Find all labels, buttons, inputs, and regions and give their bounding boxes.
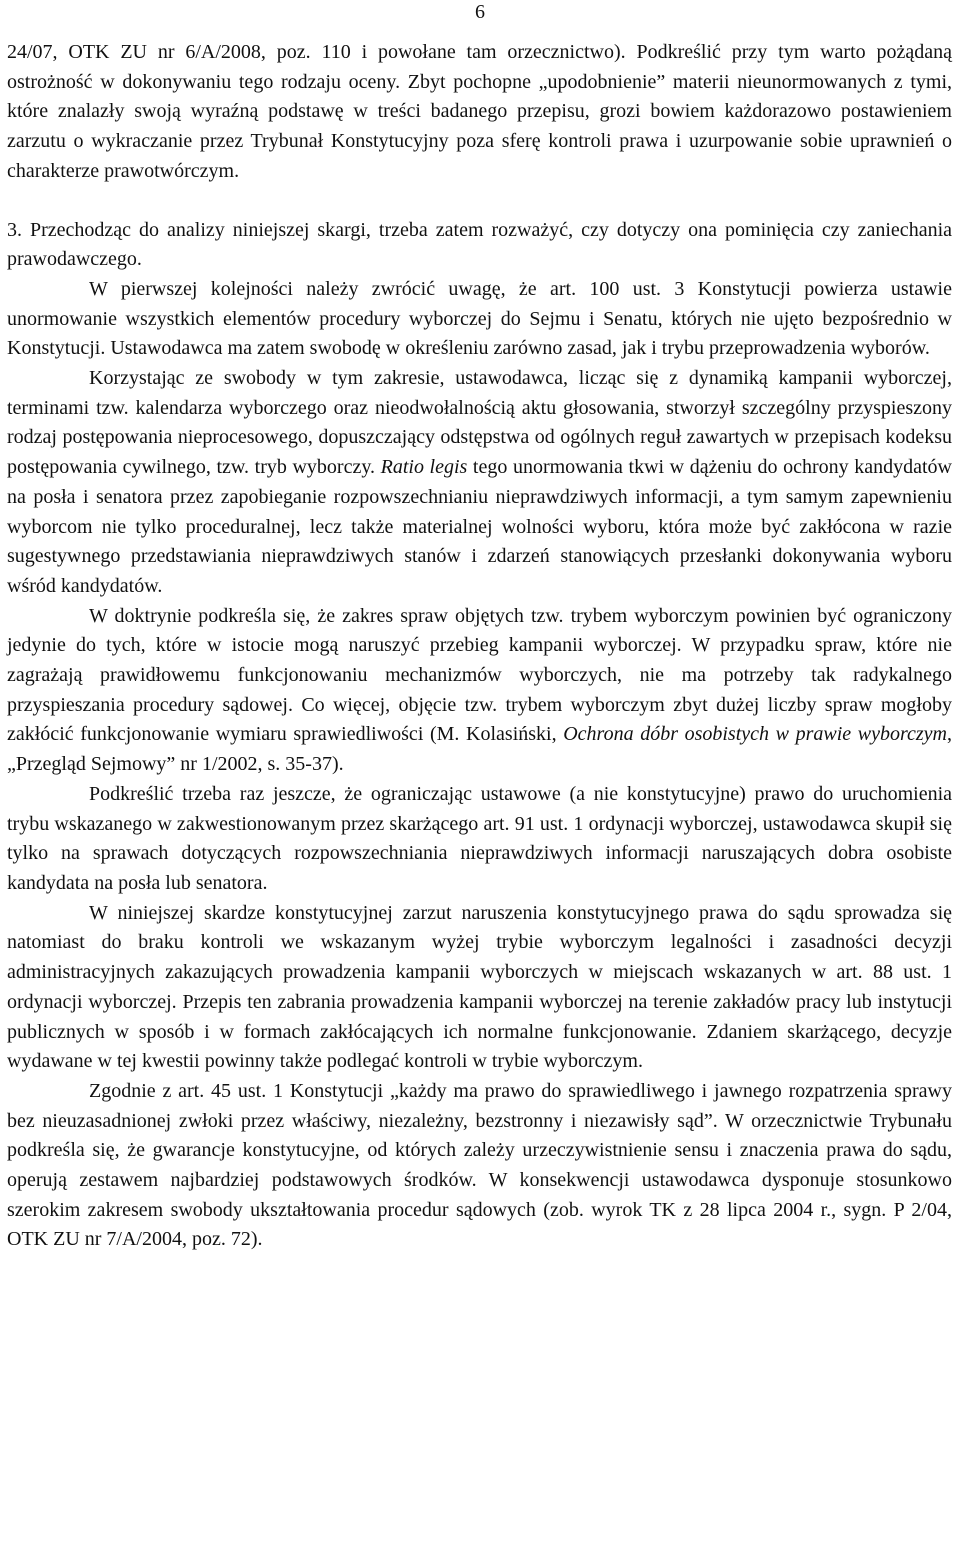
text-segment: Zgodnie z art. 45 ust. 1 Konstytucji „każdy ma prawo do sprawiedliwego i jawnego rozpatrzenia sprawy bez nieuzasadnionej zwłoki przez właściwy, niezależny, bezstronny i niezawisły sąd”. W orzecznictwie Trybunału podkreśla się, że gwarancje konstytucyjne, od których zależy urzeczywistnienie sensu i znaczenia prawa do sądu, operują zestawem najbardziej podstawowych środków. W konsekwencji ustawodawca dysponuje stosunkowo szerokim zakresem swobody ukształtowania procedur sądowych (zob. wyrok TK z 28 lipca 2004 r., sygn. P 2/04, OTK ZU nr 7/A/2004, poz. 72). bbox=[7, 1079, 952, 1251]
paragraph-section-3-intro bbox=[7, 216, 952, 275]
paragraph-electoral-mode bbox=[7, 364, 952, 602]
text-segment: W doktrynie podkreśla się, że zakres spraw objętych tzw. trybem wyborczym powinien być ograniczony jedynie do tych, które w istocie mogą naruszyć przebieg kampanii wyborczej. W przypadku spraw, które nie zagrażają prawidłowemu funkcjonowaniu mechanizmów wyborczych, nie ma potrzeby tak radykalnego przyspieszania procedury sądowej. Co więcej, objęcie tzw. trybem wyborczym zbyt dużej liczby spraw mogłoby zakłócić funkcjonowanie wymiaru sprawiedliwości (M. Kolasiński, bbox=[7, 604, 952, 746]
body-text bbox=[7, 38, 952, 1255]
italic-term-ratio-legis: Ratio legis bbox=[380, 456, 468, 479]
italic-citation-title: Ochrona dóbr osobistych w prawie wyborczym bbox=[563, 723, 947, 746]
paragraph-complaint bbox=[7, 899, 952, 1077]
text-segment: 24/07, OTK ZU nr 6/A/2008, poz. 110 i powołane tam orzecznictwo). Podkreślić przy tym warto pożądaną ostrożność w dokonywaniu tego rodzaju oceny. Zbyt pochopne „upodobnienie” materii nieunormowanych z tymi, które znalazły swoją wyraźną podstawę w treści badanego przepisu, grozi bowiem każdorazowo postawieniem zarzutu o wykraczanie przez Trybunał Konstytucyjny poza sferę kontroli prawa i uzurpowanie sobie uprawnień o charakterze prawotwórczym. bbox=[7, 41, 952, 182]
text-segment: tego unormowania tkwi w dążeniu do ochrony kandydatów na posła i senatora przez zapobieganie rozpowszechnianiu nieprawdziwych informacji, a tym samym zapewnieniu wyborcom nie tylko proceduralnej, lecz także materialnej wolności wyboru, która może być zakłócona w razie sugestywnego przedstawiania nieprawdziwych stanów i zdarzeń stanowiących przesłanki dokonywania wyboru wśród kandydatów. bbox=[7, 456, 952, 597]
text-segment: Korzystając ze swobody w tym zakresie, ustawodawca, licząc się z dynamiką kampanii wyborczej, terminami tzw. kalendarza wyborczego oraz nieodwołalnością aktu głosowania, stworzył szczególny przyspieszony rodzaj postępowania nieprocesowego, dopuszczający odstępstwa od ogólnych reguł zawartych w przepisach kodeksu postępowania cywilnego, tzw. tryb wyborczy. bbox=[7, 367, 952, 479]
paragraph-continuation bbox=[7, 38, 952, 187]
page-number: 6 bbox=[475, 1, 485, 23]
text-segment: W pierwszej kolejności należy zwrócić uwagę, że art. 100 ust. 3 Konstytucji powierza ustawie unormowanie wszystkich elementów procedury wyborczej do Sejmu i Senatu, których nie ujęto bezpośrednio w Konstytucji. Ustawodawca ma zatem swobodę w określeniu zarówno zasad, jak i trybu przeprowadzenia wyborów. bbox=[7, 277, 952, 360]
paragraph-article-91 bbox=[7, 780, 952, 899]
text-segment: 3. Przechodząc do analizy niniejszej skargi, trzeba zatem rozważyć, czy dotyczy ona pominięcia czy zaniechania prawodawczego. bbox=[7, 218, 952, 271]
text-segment: , „Przegląd Sejmowy” nr 1/2002, s. 35-37). bbox=[7, 723, 952, 776]
text-segment: Podkreślić trzeba raz jeszcze, że ograniczając ustawowe (a nie konstytucyjne) prawo do uruchomienia trybu wskazanego w zakwestionowanym przez skarżącego art. 91 ust. 1 ordynacji wyborczej, ustawodawca skupił się tylko na sprawach dotyczących rozpowszechniania nieprawdziwych informacji naruszających dobra osobiste kandydata na posła lub senatora. bbox=[7, 782, 952, 894]
text-segment: W niniejszej skardze konstytucyjnej zarzut naruszenia konstytucyjnego prawa do sądu sprowadza się natomiast do braku kontroli we wskazanym wyżej trybie wyborczym legalności i zasadności decyzji administracyjnych zakazujących prowadzenia kampanii wyborczych w miejscach wskazanych w art. 88 ust. 1 ordynacji wyborczej. Przepis ten zabrania prowadzenia kampanii wyborczej na terenie zakładów pracy lub instytucji publicznych w sposób i w formach zakłócających ich normalne funkcjonowanie. Zdaniem skarżącego, decyzje wydawane w tej kwestii powinny także podlegać kontroli w trybie wyborczym. bbox=[7, 901, 952, 1073]
paragraph-article-45 bbox=[7, 1077, 952, 1255]
paragraph-doctrine bbox=[7, 602, 952, 780]
paragraph-article-100 bbox=[7, 275, 952, 364]
